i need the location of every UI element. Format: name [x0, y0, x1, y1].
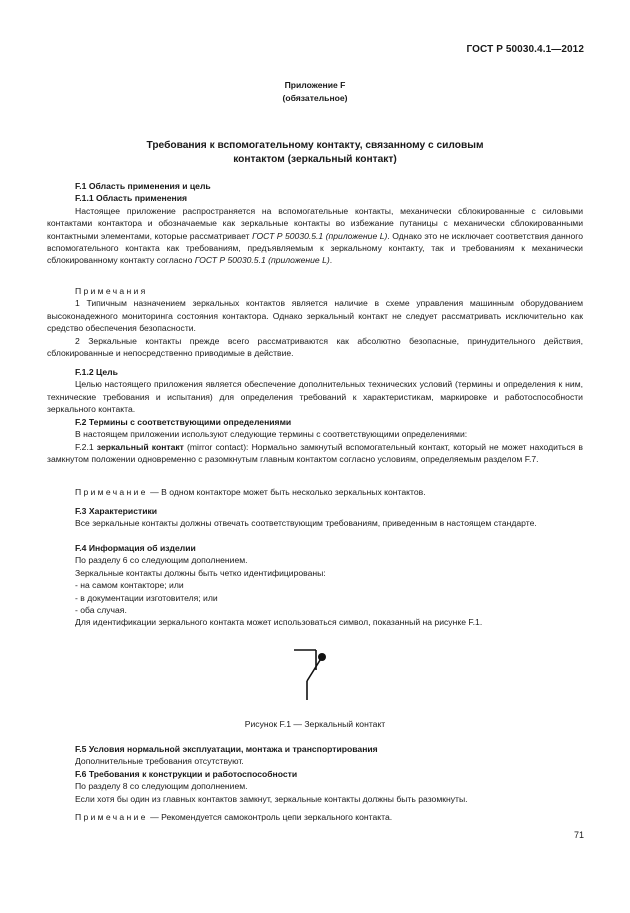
- paragraph: По разделу 8 со следующим дополнением.: [75, 781, 248, 792]
- section-heading: F.1 Область применения и цель: [75, 181, 211, 191]
- list-item: - на самом контакторе; или: [75, 580, 184, 591]
- section-f6: [47, 768, 583, 805]
- subsection-heading: F.1.2 Цель: [75, 367, 118, 377]
- title-line-1: Требования к вспомогательному контакту, связанному с силовым: [146, 140, 484, 151]
- note-dash: —: [147, 487, 162, 497]
- term: зеркальный контакт: [96, 441, 184, 452]
- section-f2: [47, 416, 583, 466]
- note-label: Примечание: [75, 487, 148, 497]
- section-f4: [47, 542, 583, 629]
- title-line-2: контактом (зеркальный контакт): [233, 154, 397, 165]
- document-title: [100, 139, 530, 167]
- reference: ГОСТ Р 50030.5.1 (приложение L): [194, 255, 330, 266]
- page-number: 71: [573, 830, 584, 840]
- list-item: - в документации изготовителя; или: [75, 592, 218, 603]
- mirror-contact-symbol-icon: [292, 640, 332, 700]
- notes-label: Примечания: [75, 286, 148, 296]
- section-f12: [47, 366, 583, 416]
- paragraph: В настоящем приложении используют следующие термины с соответствующими определениями:: [75, 429, 468, 440]
- section-heading: F.4 Информация об изделии: [75, 543, 196, 553]
- paragraph: Дополнительные требования отсутствуют.: [75, 756, 244, 767]
- list-item: - оба случая.: [75, 605, 127, 616]
- note-label: Примечание: [75, 812, 148, 822]
- note-block: [47, 486, 583, 498]
- note: [47, 811, 583, 823]
- note-2: 2 Зеркальные контакты прежде всего рассматриваются как абсолютно безопасные, принудительного действия, сблокированные и непосредственно приводимые в действие.: [47, 335, 583, 359]
- note: [47, 486, 583, 498]
- subsection-heading: F.1.1 Область применения: [75, 193, 188, 204]
- term-english: (mirror contact):: [183, 441, 252, 452]
- term-definition: [47, 441, 583, 466]
- section-f5: [47, 743, 583, 768]
- paragraph: Целью настоящего приложения является обеспечение дополнительных технических условий (термины и определения к ним, технические требования и испытания) для определения требований к характеристикам, маркировке и работоспособности зеркального контакта.: [47, 379, 583, 415]
- paragraph: Зеркальные контакты должны быть четко идентифицированы:: [75, 567, 326, 578]
- note-1: 1 Типичным назначением зеркальных контактов является наличие в схеме управления машинным оборудованием высоконадежного мониторинга состояния контактора. Однако зеркальный контакт не следует рассматривать исключительно как средство обеспечения безопасности.: [47, 298, 583, 334]
- note-dash: —: [147, 812, 162, 822]
- annex-subtitle: (обязательное): [282, 93, 348, 103]
- notes-block: [47, 285, 583, 359]
- section-f3: [47, 505, 583, 530]
- paragraph: По разделу 6 со следующим дополнением.: [75, 555, 248, 566]
- note-text: Рекомендуется самоконтроль цепи зеркального контакта.: [161, 812, 393, 822]
- note-block: [47, 811, 583, 823]
- text: . Однако это не исключает соответствия данного вспомогательного контакта как требованиям, предъявляемым к зеркальному контакту, так и требованиям к механически сблокированному контакту согласно: [47, 230, 584, 266]
- section-f1: [47, 180, 583, 267]
- definition: Нормально замкнутый вспомогательный контакт, который не может находиться в замкнутом положении одновременно с разомкнутым главным контактом согласно условиям, определяемым разделом F.7.: [47, 441, 583, 465]
- section-heading: F.6 Требования к конструкции и работоспособности: [75, 769, 298, 779]
- section-heading: F.5 Условия нормальной эксплуатации, монтажа и транспортирования: [75, 744, 378, 754]
- paragraph: [47, 205, 583, 267]
- paragraph: Все зеркальные контакты должны отвечать соответствующим требованиям, приведенным в настоящем стандарте.: [75, 518, 537, 529]
- section-heading: F.2 Термины с соответствующими определениями: [75, 417, 292, 427]
- paragraph: Для идентификации зеркального контакта может использоваться символ, показанный на рисунке F.1.: [75, 617, 483, 628]
- note-text: В одном контакторе может быть несколько зеркальных контактов.: [161, 487, 426, 497]
- standard-header: ГОСТ Р 50030.4.1—2012: [466, 44, 584, 55]
- term-number: F.2.1: [75, 441, 97, 452]
- reference: ГОСТ Р 50030.5.1 (приложение L): [252, 230, 388, 241]
- section-heading: F.3 Характеристики: [75, 506, 158, 516]
- text: .: [329, 255, 333, 266]
- annex-title: Приложение F: [284, 80, 346, 90]
- text: Настоящее приложение распространяется на вспомогательные контакты, механически сблокированные с силовыми контактами контактора и обозначаемые как зеркальные контакты во избежание путаницы с механически сблокированными контактными элементами, которые рассматривает: [47, 205, 583, 241]
- paragraph: Если хотя бы один из главных контактов замкнут, зеркальные контакты должны быть разомкнуты.: [75, 793, 468, 804]
- figure-caption: Рисунок F.1 — Зеркальный контакт: [244, 719, 386, 729]
